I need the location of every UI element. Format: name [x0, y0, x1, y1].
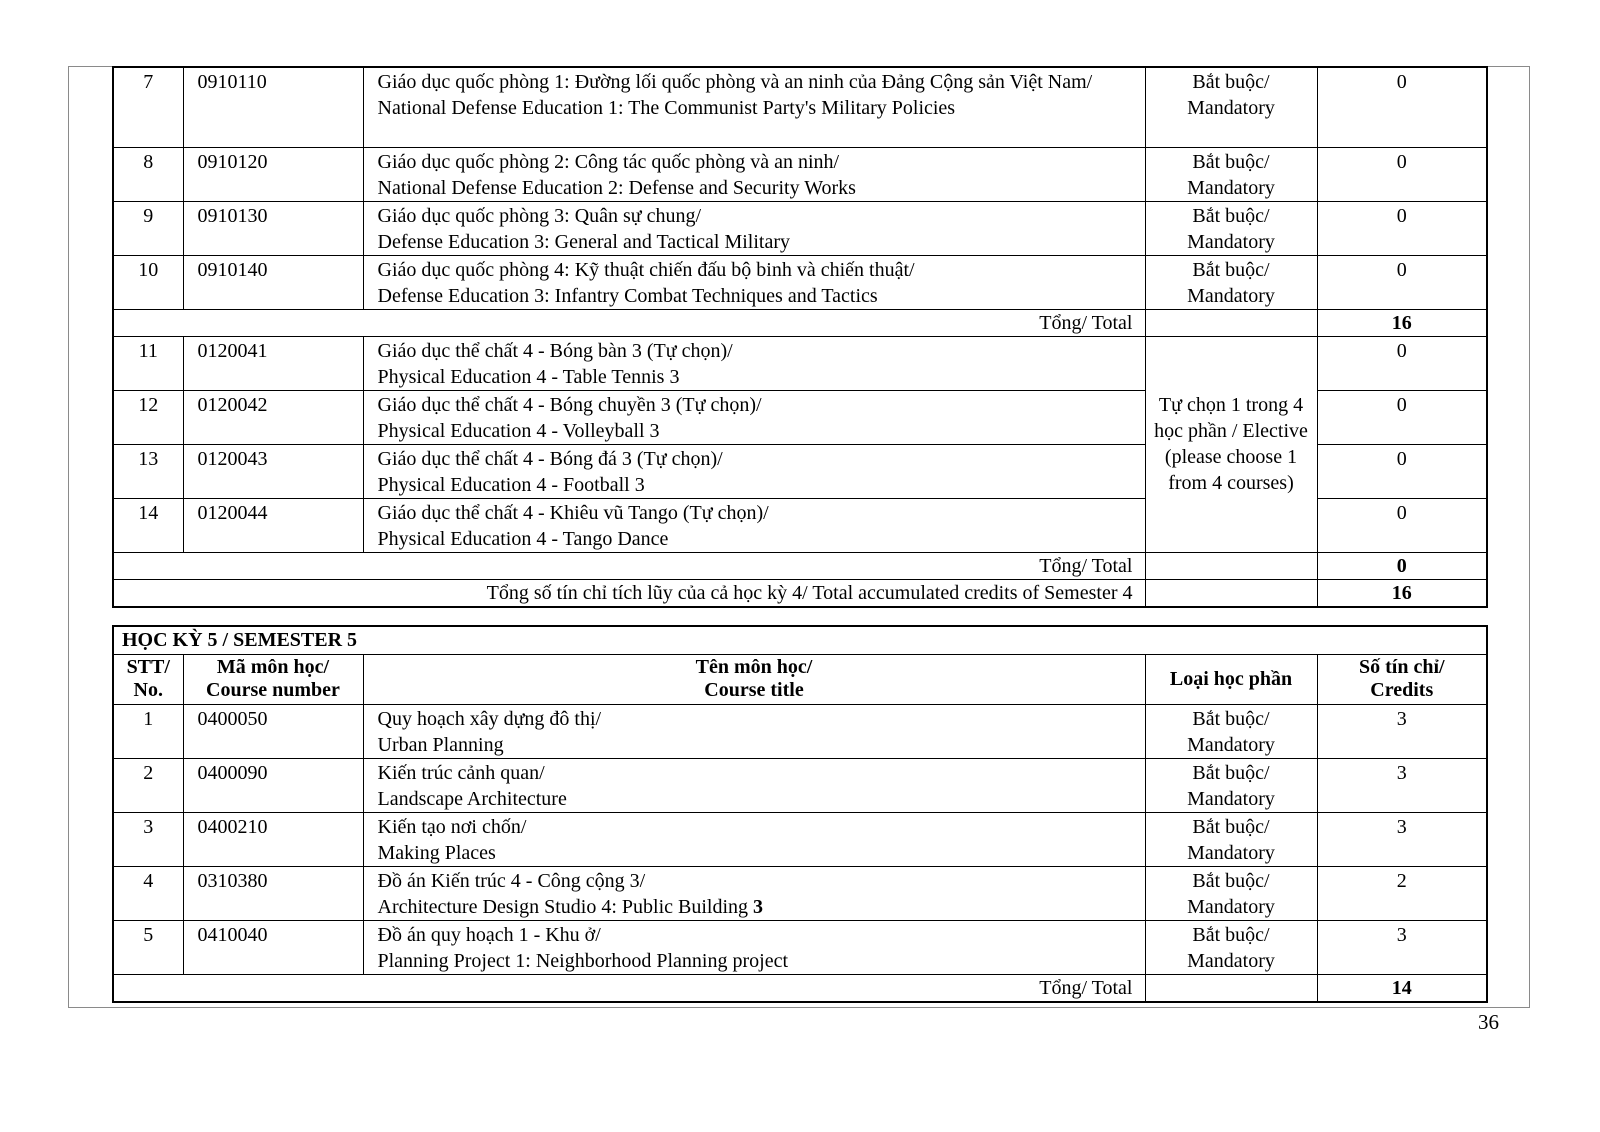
course-row: [113, 67, 1487, 147]
total-row-semester5-label-text: Tổng/ Total: [1039, 976, 1133, 999]
course-code-cell: [183, 866, 363, 920]
course-title-cell-vi: Quy hoạch xây dựng đô thị/: [377, 707, 602, 730]
accumulated-credits-row: [113, 579, 1487, 607]
course-title-cell: [363, 147, 1145, 201]
header-credits-line2: Credits: [1370, 679, 1434, 701]
course-title-cell-en: Physical Education 4 - Volleyball 3: [377, 419, 660, 442]
credits-cell: [1317, 147, 1487, 201]
row-number-cell-text: 11: [138, 339, 158, 362]
course-title-cell-vi: Giáo dục thể chất 4 - Bóng chuyền 3 (Tự chọn)/: [377, 393, 762, 416]
total-row-semester5-type-spacer: [1145, 974, 1317, 1002]
course-title-cell: [363, 498, 1145, 552]
course-row: [113, 147, 1487, 201]
credits-cell: [1317, 758, 1487, 812]
course-type-cell-en: Mandatory: [1187, 733, 1275, 756]
course-title-cell-vi: Giáo dục quốc phòng 2: Công tác quốc phòng và an ninh/: [377, 150, 840, 173]
header-course-title: [363, 654, 1145, 704]
course-code-cell-text: 0120041: [197, 339, 268, 362]
course-title-cell-en-bold: 3: [753, 895, 764, 918]
row-number-cell-text: 12: [138, 393, 159, 416]
total-row-elective-value-text: 0: [1396, 554, 1407, 577]
accumulated-credits-row-value-text: 16: [1391, 581, 1412, 604]
course-title-cell-en: Physical Education 4 - Football 3: [377, 473, 645, 496]
course-code-cell: [183, 498, 363, 552]
credits-cell-text: 3: [1396, 815, 1407, 838]
course-type-cell-vi: Bắt buộc/: [1192, 150, 1270, 173]
course-type-cell-en: Mandatory: [1187, 230, 1275, 253]
row-number-cell: [113, 255, 183, 309]
elective-note-cell: [1145, 336, 1317, 552]
credits-cell-text: 0: [1396, 393, 1407, 416]
course-row: [113, 758, 1487, 812]
row-number-cell: [113, 444, 183, 498]
course-title-cell-vi: Giáo dục quốc phòng 1: Đường lối quốc phòng và an ninh của Đảng Cộng sản Việt Nam/: [377, 71, 1093, 93]
course-title-cell: [363, 67, 1145, 147]
row-number-cell: [113, 498, 183, 552]
total-row-semester5-label: [113, 974, 1145, 1002]
row-number-cell: [113, 866, 183, 920]
course-code-cell-text: 0410040: [197, 923, 268, 946]
credits-cell: [1317, 201, 1487, 255]
header-no: [113, 654, 183, 704]
course-title-cell-vi: Kiến trúc cảnh quan/: [377, 761, 545, 784]
course-type-cell: [1145, 812, 1317, 866]
header-course-title-line2: Course title: [704, 679, 804, 701]
course-code-cell: [183, 336, 363, 390]
course-type-cell-vi: Bắt buộc/: [1192, 71, 1270, 93]
course-type-cell: [1145, 920, 1317, 974]
row-number-cell-text: 5: [143, 923, 154, 946]
credits-cell: [1317, 444, 1487, 498]
course-code-cell: [183, 201, 363, 255]
total-row-semester5-value-text: 14: [1391, 976, 1412, 999]
course-code-cell-text: 0120043: [197, 447, 268, 470]
course-title-cell: [363, 336, 1145, 390]
course-title-cell: [363, 920, 1145, 974]
course-row: [113, 866, 1487, 920]
course-type-cell-en: Mandatory: [1187, 949, 1275, 972]
row-number-cell: [113, 920, 183, 974]
header-no-line1: STT/: [126, 656, 170, 678]
course-type-cell-en: Mandatory: [1187, 787, 1275, 810]
course-title-cell: [363, 812, 1145, 866]
course-title-cell-vi: Kiến tạo nơi chốn/: [377, 815, 527, 838]
row-number-cell: [113, 336, 183, 390]
credits-cell-text: 3: [1396, 761, 1407, 784]
course-type-cell-vi: Bắt buộc/: [1192, 258, 1270, 281]
row-number-cell-text: 8: [143, 150, 154, 173]
header-course-number-line2: Course number: [206, 679, 340, 701]
course-title-cell-vi: Giáo dục thể chất 4 - Khiêu vũ Tango (Tự chọn)/: [377, 501, 769, 524]
course-type-cell-vi: Bắt buộc/: [1192, 923, 1270, 946]
row-number-cell-text: 10: [138, 258, 159, 281]
total-row-semester5-value: [1317, 974, 1487, 1002]
row-number-cell: [113, 67, 183, 147]
row-number-cell-text: 1: [143, 707, 154, 730]
semester-5-table: [112, 625, 1488, 1003]
credits-cell: [1317, 390, 1487, 444]
course-title-cell-en: National Defense Education 2: Defense and Security Works: [377, 176, 856, 199]
row-number-cell-text: 3: [143, 815, 154, 838]
course-type-cell: [1145, 758, 1317, 812]
course-title-cell: [363, 444, 1145, 498]
course-code-cell: [183, 255, 363, 309]
course-code-cell: [183, 812, 363, 866]
course-type-cell-en: Mandatory: [1187, 97, 1275, 119]
semester-5-title-row: [113, 626, 1487, 654]
course-code-cell: [183, 147, 363, 201]
total-row-mandatory-label: [113, 309, 1145, 336]
course-code-cell: [183, 704, 363, 758]
course-code-cell-text: 0400210: [197, 815, 268, 838]
course-type-cell-en: Mandatory: [1187, 176, 1275, 199]
total-row-elective-label-text: Tổng/ Total: [1039, 554, 1133, 577]
credits-cell-text: 0: [1396, 339, 1407, 362]
row-number-cell: [113, 758, 183, 812]
course-type-cell: [1145, 201, 1317, 255]
course-code-cell-text: 0910110: [197, 71, 267, 93]
row-number-cell-text: 2: [143, 761, 154, 784]
course-title-cell-en: Landscape Architecture: [377, 787, 567, 810]
credits-cell: [1317, 920, 1487, 974]
course-code-cell-text: 0910120: [197, 150, 268, 173]
course-title-cell-vi: Giáo dục thể chất 4 - Bóng bàn 3 (Tự chọn)/: [377, 339, 733, 362]
row-number-cell: [113, 704, 183, 758]
course-row: [113, 812, 1487, 866]
course-row: [113, 704, 1487, 758]
course-type-cell-en: Mandatory: [1187, 284, 1275, 307]
course-title-cell: [363, 201, 1145, 255]
header-course-type: Loại học phần: [1145, 654, 1317, 704]
credits-cell: [1317, 67, 1487, 147]
row-number-cell-text: 13: [138, 447, 159, 470]
credits-cell-text: 3: [1396, 923, 1407, 946]
course-title-cell-vi: Giáo dục quốc phòng 3: Quân sự chung/: [377, 204, 702, 227]
course-type-cell-vi: Bắt buộc/: [1192, 761, 1270, 784]
row-number-cell-text: 14: [138, 501, 159, 524]
row-number-cell: [113, 812, 183, 866]
header-no-line2: No.: [133, 679, 163, 701]
credits-cell: [1317, 498, 1487, 552]
course-type-cell-vi: Bắt buộc/: [1192, 707, 1270, 730]
course-code-cell-text: 0910140: [197, 258, 268, 281]
course-title-cell: [363, 758, 1145, 812]
course-type-cell-vi: Bắt buộc/: [1192, 869, 1270, 892]
total-row-elective-label: [113, 552, 1145, 579]
course-code-cell-text: 0120042: [197, 393, 268, 416]
credits-cell-text: 0: [1396, 71, 1407, 93]
elective-note-cell-text: Tự chọn 1 trong 4 học phần / Elective (please choose 1 from 4 courses): [1154, 394, 1308, 494]
course-title-cell-vi: Giáo dục thể chất 4 - Bóng đá 3 (Tự chọn)/: [377, 447, 723, 470]
course-code-cell-text: 0400090: [197, 761, 268, 784]
course-code-cell: [183, 67, 363, 147]
total-row-mandatory-label-text: Tổng/ Total: [1039, 311, 1133, 334]
course-row: [113, 920, 1487, 974]
header-course-number: [183, 654, 363, 704]
course-title-cell-vi: Giáo dục quốc phòng 4: Kỹ thuật chiến đấu bộ binh và chiến thuật/: [377, 258, 915, 281]
course-type-cell-en: Mandatory: [1187, 841, 1275, 864]
semester-4-table: [112, 66, 1488, 608]
course-title-cell-en: Making Places: [377, 841, 496, 864]
credits-cell-text: 0: [1396, 258, 1407, 281]
credits-cell-text: 2: [1396, 869, 1407, 892]
semester-5-header-row: [113, 654, 1487, 704]
course-code-cell: [183, 758, 363, 812]
course-code-cell-text: 0910130: [197, 204, 268, 227]
total-row-elective-type-spacer: [1145, 552, 1317, 579]
course-code-cell-text: 0120044: [197, 501, 268, 524]
course-title-cell: [363, 866, 1145, 920]
accumulated-credits-row-type-spacer: [1145, 579, 1317, 607]
header-credits: [1317, 654, 1487, 704]
course-title-cell-en: National Defense Education 1: The Communist Party's Military Policies: [377, 97, 956, 119]
total-row-mandatory-type-spacer: [1145, 309, 1317, 336]
header-course-number-line1: Mã môn học/: [216, 656, 330, 678]
credits-cell-text: 3: [1396, 707, 1407, 730]
total-row-mandatory: [113, 309, 1487, 336]
course-type-cell: [1145, 866, 1317, 920]
credits-cell: [1317, 704, 1487, 758]
course-title-cell-en: Planning Project 1: Neighborhood Planning project: [377, 949, 788, 972]
course-code-cell: [183, 920, 363, 974]
credits-cell: [1317, 255, 1487, 309]
row-number-cell: [113, 390, 183, 444]
row-number-cell: [113, 201, 183, 255]
course-code-cell: [183, 444, 363, 498]
total-row-mandatory-value: [1317, 309, 1487, 336]
page-number: 36: [1478, 1010, 1499, 1034]
credits-cell-text: 0: [1396, 150, 1407, 173]
credits-cell-text: 0: [1396, 447, 1407, 470]
course-row: [113, 255, 1487, 309]
row-number-cell-text: 7: [143, 71, 154, 93]
total-row-semester5: [113, 974, 1487, 1002]
course-row: [113, 336, 1487, 390]
credits-cell: [1317, 812, 1487, 866]
course-code-cell: [183, 390, 363, 444]
header-credits-line1: Số tín chỉ/: [1358, 656, 1445, 678]
course-type-cell-vi: Bắt buộc/: [1192, 815, 1270, 838]
header-course-title-line1: Tên môn học/: [695, 656, 813, 678]
row-number-cell: [113, 147, 183, 201]
credits-cell: [1317, 866, 1487, 920]
course-title-cell: [363, 390, 1145, 444]
total-row-elective: [113, 552, 1487, 579]
row-number-cell-text: 9: [143, 204, 154, 227]
course-title-cell-en: Urban Planning: [377, 733, 504, 756]
course-code-cell-text: 0310380: [197, 869, 268, 892]
course-title-cell-en: Physical Education 4 - Tango Dance: [377, 527, 669, 550]
course-title-cell: [363, 704, 1145, 758]
course-title-cell-en: Physical Education 4 - Table Tennis 3: [377, 365, 680, 388]
total-row-elective-value: [1317, 552, 1487, 579]
accumulated-credits-row-label-text: Tổng số tín chỉ tích lũy của cả học kỳ 4/ Total accumulated credits of Semester 4: [486, 581, 1133, 604]
course-type-cell-en: Mandatory: [1187, 895, 1275, 918]
row-number-cell-text: 4: [143, 869, 154, 892]
semester-5-title: HỌC KỲ 5 / SEMESTER 5: [113, 626, 1487, 654]
course-code-cell-text: 0400050: [197, 707, 268, 730]
course-type-cell: [1145, 147, 1317, 201]
course-title-cell-en: Defense Education 3: Infantry Combat Techniques and Tactics: [377, 284, 878, 307]
accumulated-credits-row-value: [1317, 579, 1487, 607]
total-row-mandatory-value-text: 16: [1391, 311, 1412, 334]
course-type-cell: [1145, 67, 1317, 147]
course-title-cell-en: Defense Education 3: General and Tactical Military: [377, 230, 791, 253]
course-title-cell-vi: Đồ án Kiến trúc 4 - Công cộng 3/: [377, 869, 646, 892]
course-type-cell-vi: Bắt buộc/: [1192, 204, 1270, 227]
course-title-cell-en: Architecture Design Studio 4: Public Building 3: [377, 895, 764, 918]
credits-cell-text: 0: [1396, 501, 1407, 524]
accumulated-credits-row-label: [113, 579, 1145, 607]
course-type-cell: [1145, 255, 1317, 309]
course-row: [113, 201, 1487, 255]
course-type-cell: [1145, 704, 1317, 758]
course-title-cell-vi: Đồ án quy hoạch 1 - Khu ở/: [377, 923, 601, 946]
course-title-cell: [363, 255, 1145, 309]
credits-cell-text: 0: [1396, 204, 1407, 227]
credits-cell: [1317, 336, 1487, 390]
